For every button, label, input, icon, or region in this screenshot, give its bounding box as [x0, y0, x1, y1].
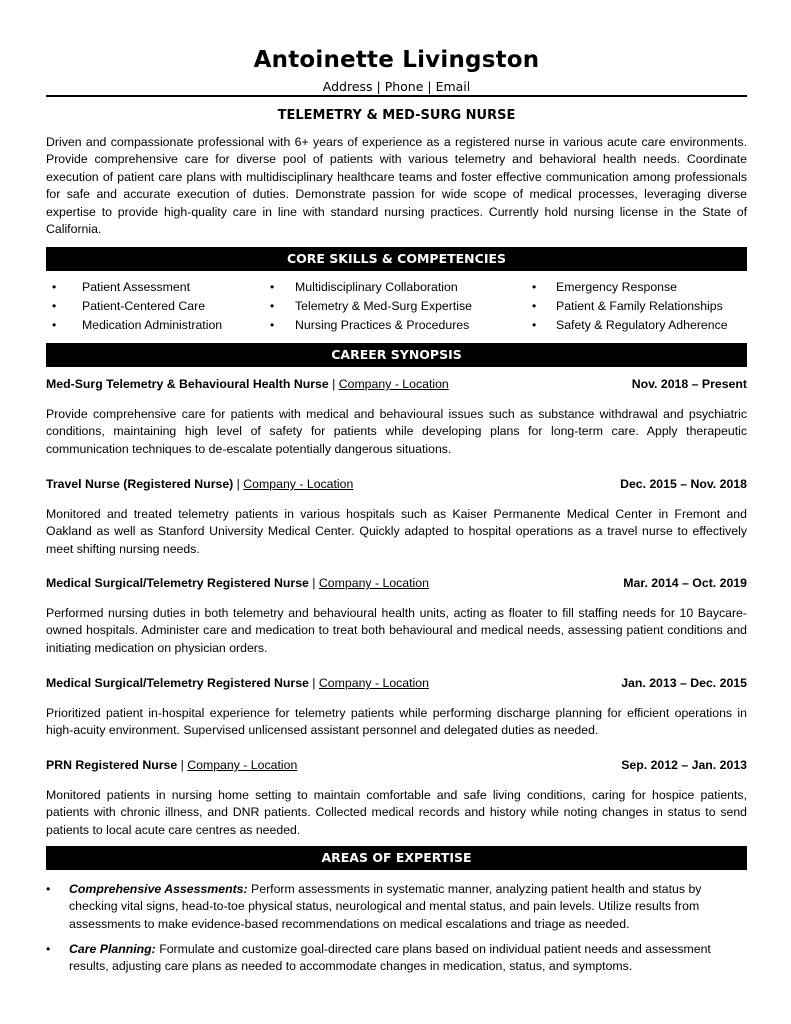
bullet-icon: •	[46, 882, 51, 896]
bullet-icon: •	[532, 299, 537, 313]
bullet-icon: •	[270, 299, 275, 313]
job-title: PRN Registered Nurse	[46, 758, 178, 772]
job-title: Med-Surg Telemetry & Behavioural Health Nurse	[46, 377, 329, 391]
job-dates: Nov. 2018 – Present	[631, 377, 747, 391]
expertise-term: Care Planning:	[69, 942, 156, 956]
job-title-line: PRN Registered Nurse | Company - Location	[46, 758, 298, 772]
job-dates: Mar. 2014 – Oct. 2019	[623, 576, 747, 590]
job-title: Medical Surgical/Telemetry Registered Nurse	[46, 676, 309, 690]
job-dates: Jan. 2013 – Dec. 2015	[621, 676, 747, 690]
header-divider	[46, 95, 747, 97]
job-description: Prioritized patient in-hospital experience for telemetry patients while performing discharge planning for efficient operations in high-acuity environment. Supervised unlicensed assistant personnel and delegated duties as needed.	[46, 706, 747, 738]
candidate-name: Antoinette Livingston	[253, 47, 540, 73]
summary-paragraph: Driven and compassionate professional with 6+ years of experience as a registered nurse in various acute care environments. Provide comprehensive care for diverse pool of patients with various telemetry and behavioral health needs. Coordinate execution of patient care plans with multidisciplinary healthcare teams and foster effective communication among professionals for safe and accurate execution of duties. Demonstrate passion for wide scope of medical processes, leveraging diverse expertise to provide high-quality care in line with standard nursing practices. Currently hold nursing license in the State of California.	[46, 135, 747, 237]
contact-line: Address | Phone | Email	[322, 79, 471, 94]
company-location-link[interactable]: Company - Location	[318, 576, 429, 590]
job-description: Monitored patients in nursing home setting to maintain comfortable and safe living conditions, caring for hospice patients, patients with chronic illness, and DNR patients. Collected medical records and history while noting changes in status to send patients to local acute care centres as needed.	[46, 788, 747, 837]
job-title-line: Medical Surgical/Telemetry Registered Nurse | Company - Location	[46, 676, 429, 690]
bullet-icon: •	[532, 280, 537, 294]
job-dates: Dec. 2015 – Nov. 2018	[620, 477, 747, 491]
company-location-link[interactable]: Company - Location	[187, 758, 298, 772]
company-location-link[interactable]: Company - Location	[338, 377, 449, 391]
bullet-icon: •	[52, 280, 57, 294]
job-dates: Sep. 2012 – Jan. 2013	[621, 758, 747, 772]
bullet-icon: •	[270, 318, 275, 332]
job-description: Monitored and treated telemetry patients in various hospitals such as Kaiser Permanente Medical Center in Fremont and Oakland as well as Stanford University Medical Center. Quickly adapted to hospital operations as a travel nurse to effectively meet shifting nursing needs.	[46, 507, 747, 556]
expertise-text: Perform assessments in systematic manner, analyzing patient health and status by checking vital signs, head-to-toe physical status, neurological and mental status, and pain levels. Utilize results from assessments to make evidence-based recommendations on medical escalations and triage as needed.	[69, 882, 702, 931]
expertise-term: Comprehensive Assessments:	[69, 882, 248, 896]
job-title-line: Med-Surg Telemetry & Behavioural Health Nurse | Company - Location	[46, 377, 449, 391]
bullet-icon: •	[532, 318, 537, 332]
bullet-icon: •	[270, 280, 275, 294]
bullet-icon: •	[52, 299, 57, 313]
job-description: Performed nursing duties in both telemetry and behavioural health units, acting as floater to fill staffing needs for 10 Baycare-owned hospitals. Administer care and medication to treat both behavioural and medical needs, assessing patient conditions and initiating medication on physician orders.	[46, 606, 747, 655]
company-location-link[interactable]: Company - Location	[243, 477, 354, 491]
expertise-text: Formulate and customize goal-directed care plans based on individual patient needs and assessment results, adjusting care plans as needed to accommodate changes in medication, status, and symptoms.	[69, 942, 711, 974]
bullet-icon: •	[52, 318, 57, 332]
skills-grid: • Patient Assessment • Patient-Centered Care • Medication Administration • Multidisciplinary Collaboration • Telemetry & Med-Surg Expertise • Nursing Practices & Procedures • Emergency Response • Patient & Family Relationships • Safety & Regulatory Adherence	[52, 280, 728, 332]
job-title-line: Travel Nurse (Registered Nurse) | Company - Location	[46, 477, 354, 491]
job-title: Medical Surgical/Telemetry Registered Nurse	[46, 576, 309, 590]
bullet-icon: •	[46, 942, 51, 956]
section-bar-expertise: AREAS OF EXPERTISE	[46, 846, 747, 870]
section-bar-career: CAREER SYNOPSIS	[46, 343, 747, 367]
job-title-line: Medical Surgical/Telemetry Registered Nurse | Company - Location	[46, 576, 429, 590]
company-location-link[interactable]: Company - Location	[318, 676, 429, 690]
headline-title: TELEMETRY & MED-SURG NURSE	[277, 108, 516, 123]
job-description: Provide comprehensive care for patients with medical and behavioural issues such as substance withdrawal and psychiatric conditions, maintaining high level of safety for patients while developing plans for long-term care. Apply therapeutic communication techniques to de-escalate potentially dangerous situations.	[46, 407, 747, 456]
job-title: Travel Nurse (Registered Nurse)	[46, 477, 234, 491]
section-bar-skills: CORE SKILLS & COMPETENCIES	[46, 247, 747, 271]
